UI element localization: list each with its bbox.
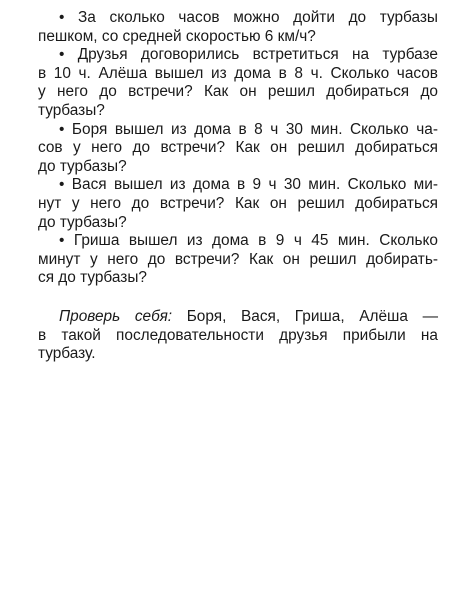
- question-2-line-3: у него до встречи? Как он решил добираться до: [38, 83, 438, 101]
- question-3-line-1: • Боря вышел из дома в 8 ч 30 мин. Сколько ча-: [59, 120, 438, 138]
- paragraph-gap: [38, 288, 438, 308]
- check-line-1: [38, 308, 438, 327]
- check-line-2: в такой последовательности друзья прибыли на: [38, 326, 438, 344]
- question-3-line-3: до турбазы?: [38, 157, 127, 175]
- question-4-line-3: до турбазы?: [38, 213, 127, 231]
- exercise-text: [38, 9, 438, 364]
- question-4-line-1: • Вася вышел из дома в 9 ч 30 мин. Сколько ми-: [59, 176, 438, 194]
- check-line-3: турбазу.: [38, 345, 96, 363]
- question-3-line-2: сов у него до встречи? Как он решил добираться: [38, 139, 438, 157]
- check-yourself-block: [38, 308, 438, 364]
- question-5-line-2: минут у него до встречи? Как он решил добирать-: [38, 250, 438, 268]
- check-answer-start: Боря, Вася, Гриша, Алёша —: [172, 307, 438, 325]
- question-1-line-2: пешком, со средней скоростью 6 км/ч?: [38, 27, 316, 45]
- check-yourself-label: Проверь себя:: [59, 307, 173, 325]
- question-2-line-2: в 10 ч. Алёша вышел из дома в 8 ч. Сколько часов: [38, 64, 438, 82]
- question-2-line-4: турбазы?: [38, 101, 105, 119]
- question-4-line-2: нут у него до встречи? Как он решил добираться: [38, 194, 438, 212]
- question-5-line-3: ся до турбазы?: [38, 269, 147, 287]
- question-5-line-1: • Гриша вышел из дома в 9 ч 45 мин. Сколько: [59, 232, 438, 250]
- question-2-line-1: • Друзья договорились встретиться на турбазе: [59, 46, 438, 64]
- question-1-line-1: • За сколько часов можно дойти до турбазы: [59, 9, 438, 26]
